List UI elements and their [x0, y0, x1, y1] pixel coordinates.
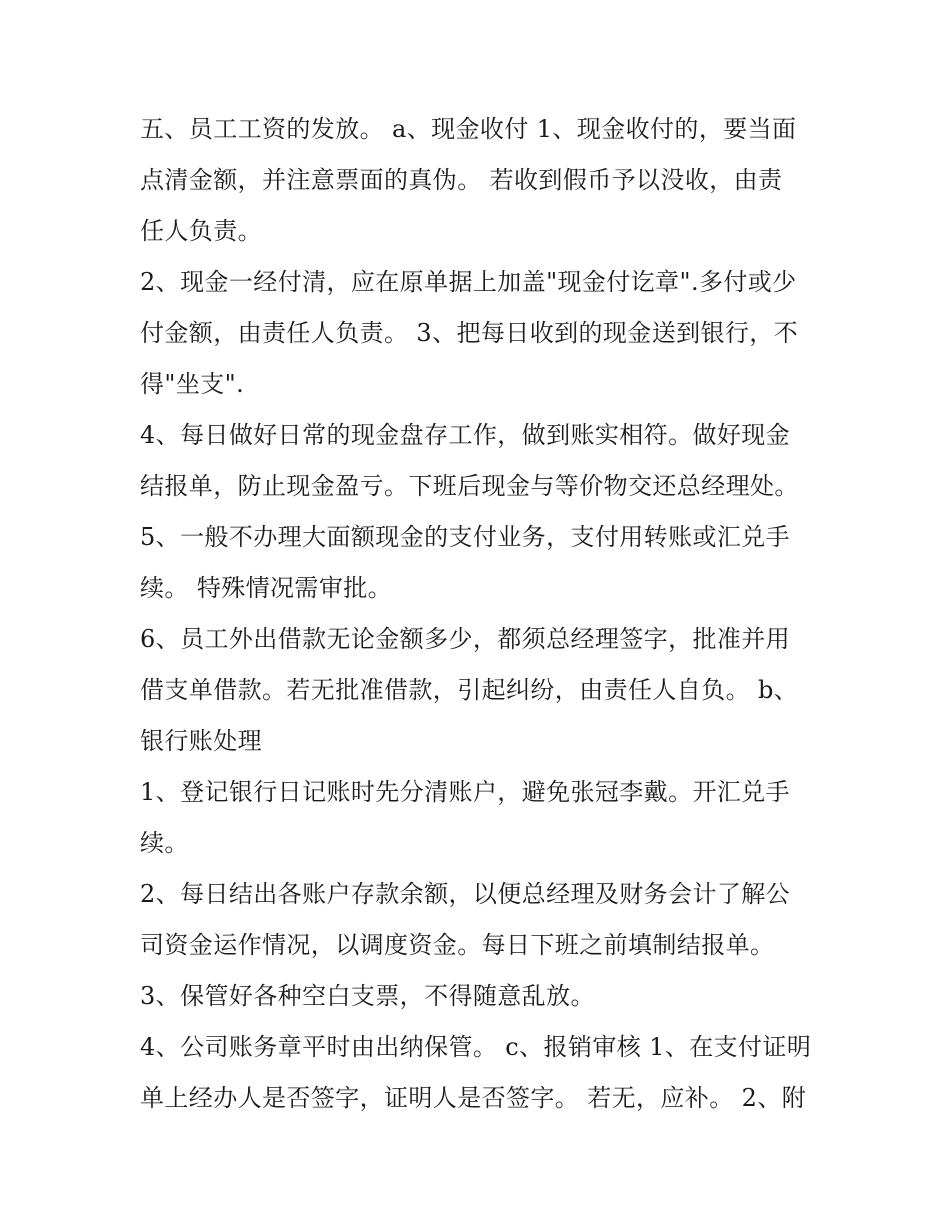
text-line: 任人负责。	[140, 217, 262, 245]
text-line: 5、一般不办理大面额现金的支付业务，支付用转账或汇兑手	[140, 523, 791, 551]
text-line: 续。	[140, 829, 189, 857]
text-line: 3、保管好各种空白支票，不得随意乱放。	[140, 982, 595, 1010]
text-line: 银行账处理	[140, 727, 262, 755]
text-line: 1、登记银行日记账时先分清账户，避免张冠李戴。开汇兑手	[140, 778, 791, 806]
text-line: 得"坐支".	[140, 370, 245, 398]
text-line: 2、每日结出各账户存款余额，以便总经理及财务会计了解公	[140, 880, 791, 908]
text-line: 司资金运作情况，以调度资金。每日下班之前填制结报单。	[140, 931, 775, 959]
text-line: 单上经办人是否签字，证明人是否签字。 若无，应补。 2、附	[140, 1084, 807, 1112]
text-line: 点清金额，并注意票面的真伪。 若收到假币予以没收，由责	[140, 166, 783, 194]
text-line: 4、公司账务章平时由出纳保管。 c、报销审核 1、在支付证明	[140, 1033, 812, 1061]
text-line: 续。 特殊情况需审批。	[140, 574, 393, 602]
text-line: 6、员工外出借款无论金额多少，都须总经理签字，批准并用	[140, 625, 791, 653]
text-line: 结报单，防止现金盈亏。下班后现金与等价物交还总经理处。	[140, 472, 799, 500]
document-body	[140, 104, 820, 1124]
text-line: 2、现金一经付清，应在原单据上加盖"现金付讫章".多付或少	[140, 268, 797, 296]
text-line: 4、每日做好日常的现金盘存工作，做到账实相符。做好现金	[140, 421, 791, 449]
text-line: 五、员工工资的发放。 a、现金收付 1、现金收付的，要当面	[140, 115, 797, 143]
text-line: 付金额，由责任人负责。 3、把每日收到的现金送到银行，不	[140, 319, 799, 347]
text-line: 借支单借款。若无批准借款，引起纠纷，由责任人自负。 b、	[140, 676, 799, 704]
